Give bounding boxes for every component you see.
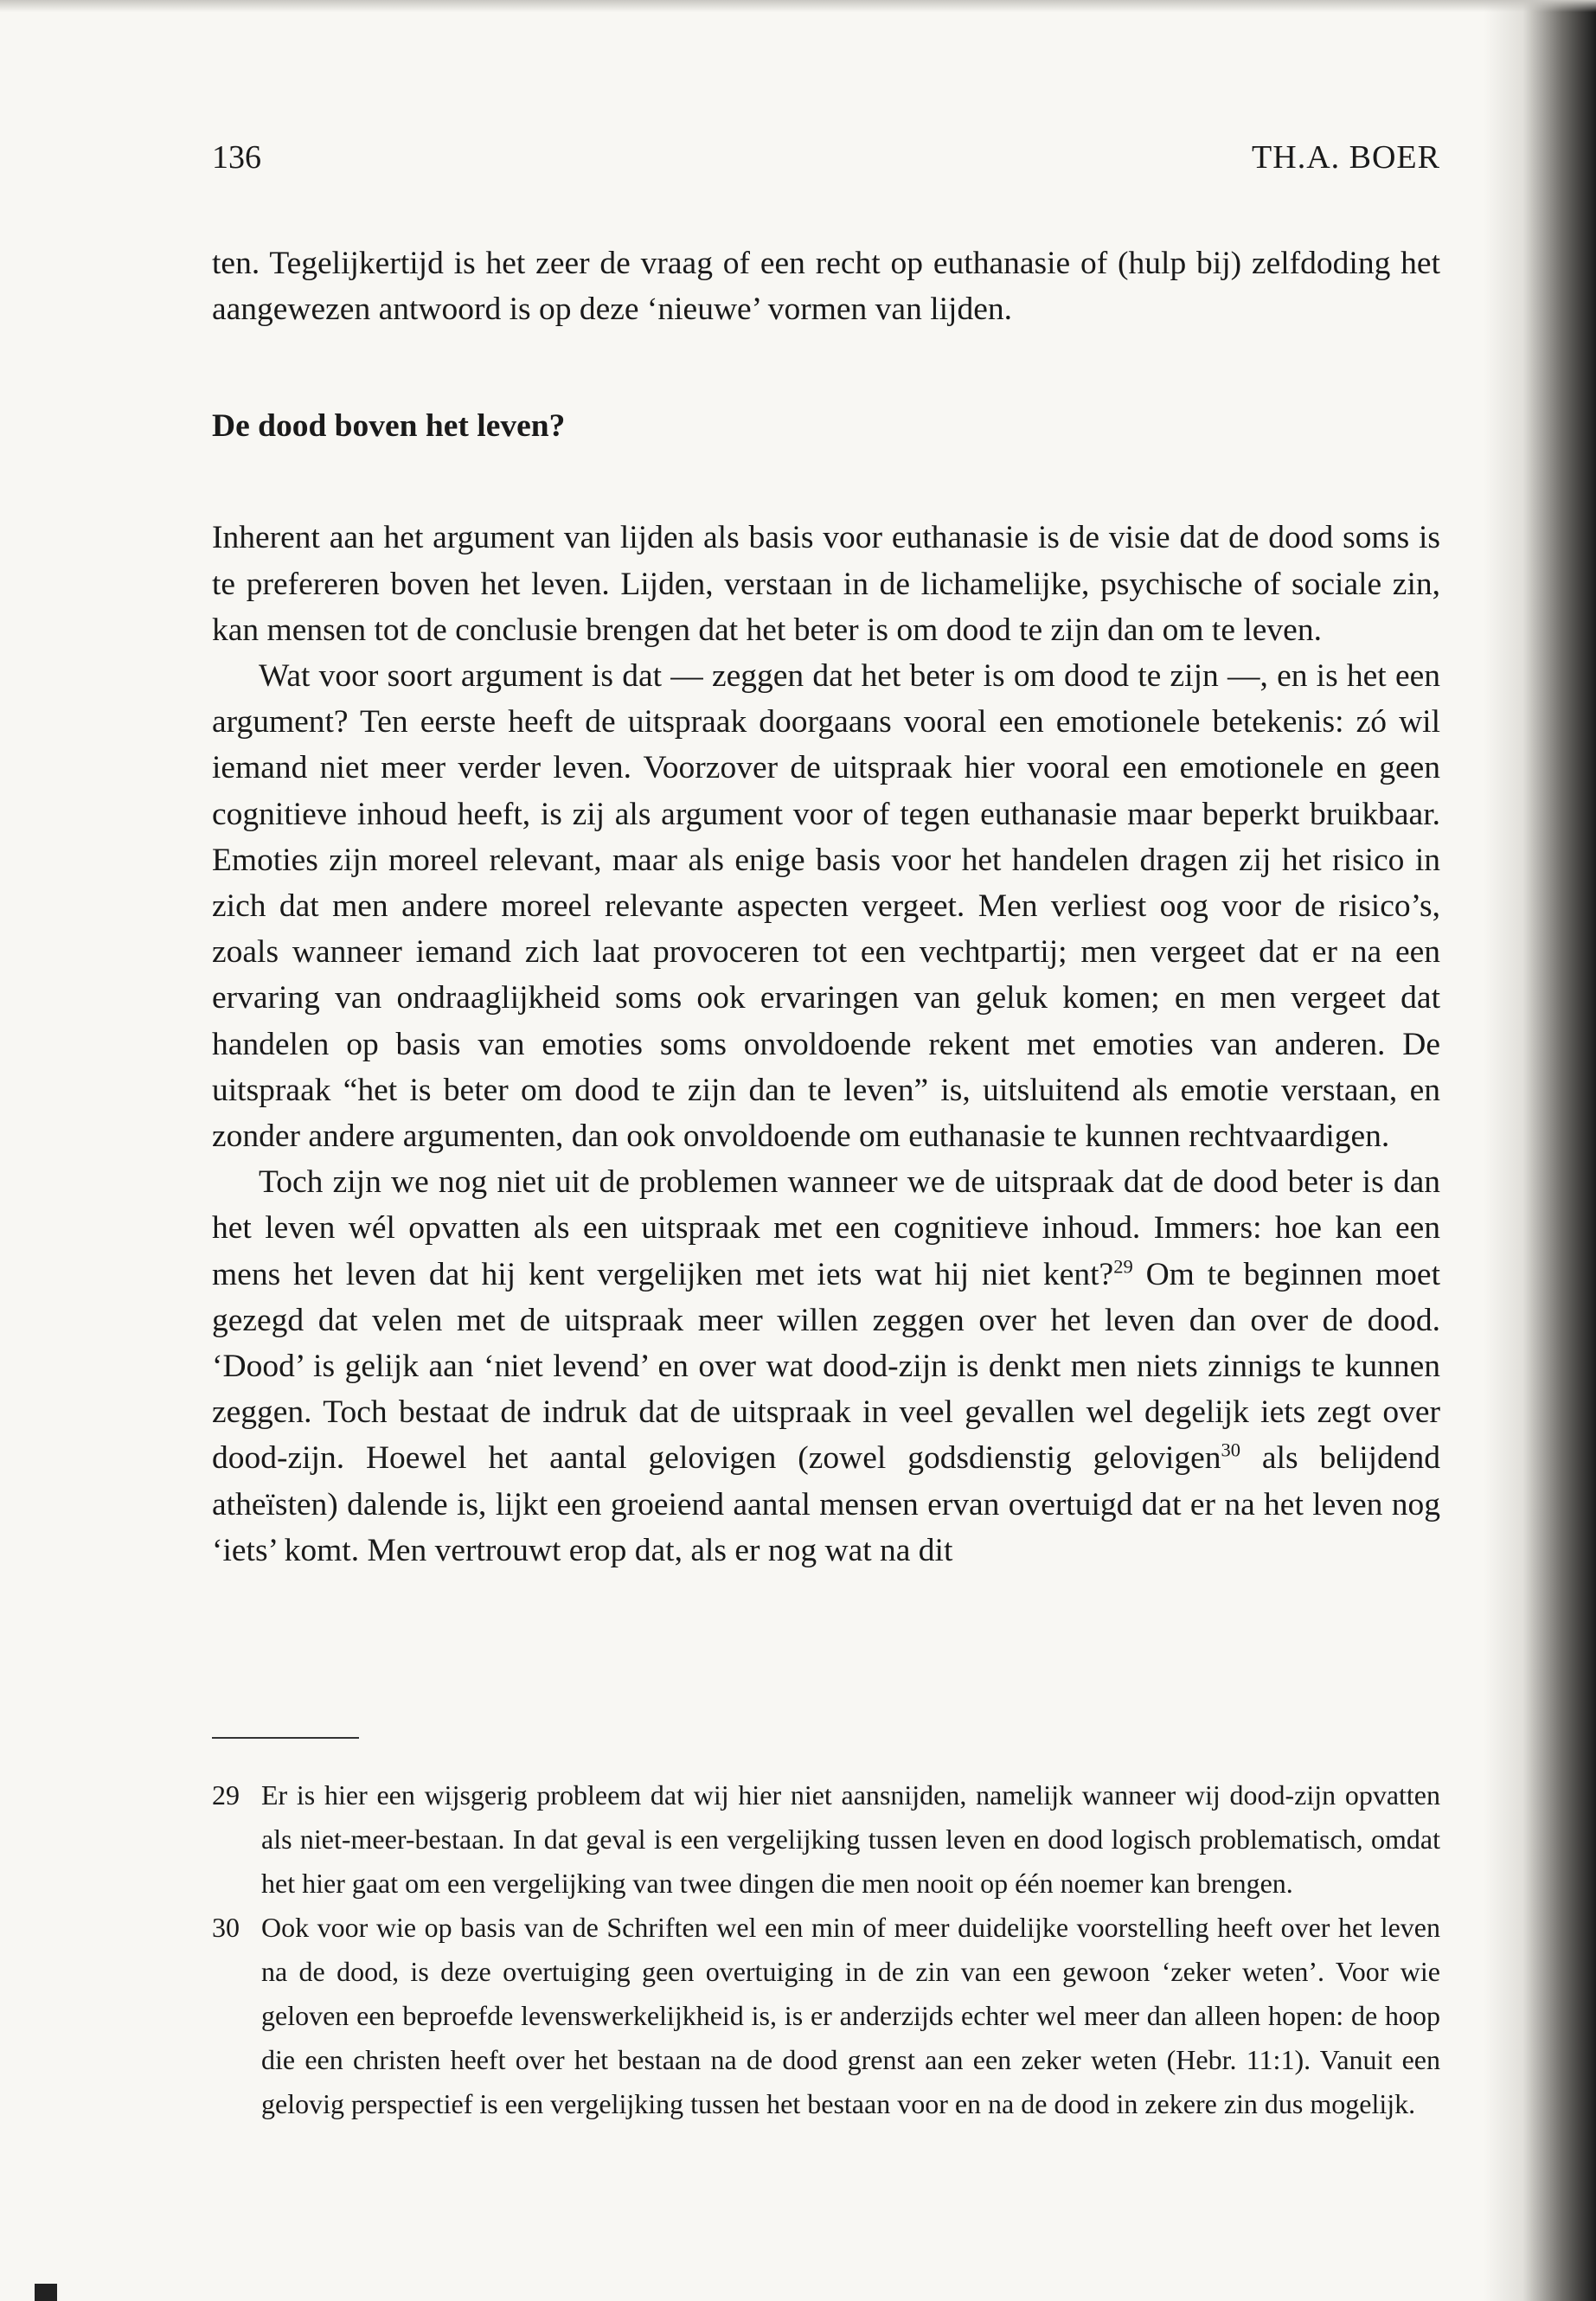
footnotes xyxy=(212,1773,1440,2126)
footnote-text: Ook voor wie op basis van de Schriften wel een min of meer duidelijke voorstelling heeft over het leven na de dood, is deze overtuiging geen overtuiging in de zin van een gewoon ‘zeker weten’. Voor wie geloven een beproefde levenswerkelijkheid is, is er anderzijds echter wel meer dan alleen hopen: de hoop die een christen heeft over het bestaan na de dood grenst aan een zeker weten (Hebr. 11:1). Vanuit een gelovig perspectief is een vergelijking tussen het bestaan voor en na de dood in zekere zin dus mogelijk. xyxy=(261,1912,1440,2119)
paragraph: Wat voor soort argument is dat — zeggen dat het beter is om dood te zijn —, en is het een argument? Ten eerste heeft de uitspraak doorgaans vooral een emotionele betekenis: zó wil iemand niet meer verder leven. Voorzover de uitspraak hier vooral een emotionele en geen cognitieve inhoud heeft, is zij als argument voor of tegen euthanasie maar beperkt bruikbaar. Emoties zijn moreel relevant, maar als enige basis voor het handelen dragen zij het risico in zich dat men andere moreel relevante aspecten vergeet. Men verliest oog voor de risico’s, zoals wanneer iemand zich laat provoceren tot een vechtpartij; men vergeet dat er na een ervaring van ondraaglijkheid soms ook ervaringen van geluk komen; en men vergeet dat handelen op basis van emoties soms onvoldoende rekent met emoties van anderen. De uitspraak “het is beter om dood te zijn dan te leven” is, uitsluitend als emotie verstaan, en zonder andere argumenten, dan ook onvoldoende om euthanasie te kunnen rechtvaardigen. xyxy=(212,658,1440,1155)
running-head: TH.A. BOER xyxy=(1252,139,1440,176)
footnote-number: 30 xyxy=(212,1912,240,1943)
page-top-edge xyxy=(0,0,1596,12)
scan-corner-mark xyxy=(35,2284,57,2301)
main-text xyxy=(212,240,1440,1574)
paragraph-text: Om te beginnen moet gezegd dat velen met de uitspraak meer willen zeggen over het leven dan over de dood. ‘Dood’ is gelijk aan ‘niet levend’ en over wat dood-zijn is denkt men niets zinnigs te kunnen zeggen. Toch bestaat de indruk dat de uitspraak in veel gevallen wel degelijk iets zegt over dood-zijn. Hoewel het aantal gelovigen (zowel godsdienstig gelovigen xyxy=(212,1256,1440,1477)
paragraph-text: als belijdend atheïsten) dalende is, lijkt een groeiend aantal mensen ervan overtuigd dat er na het leven nog ‘iets’ komt. Men vertrouwt erop dat, als er nog wat na dit xyxy=(212,1440,1440,1568)
footnote xyxy=(212,1906,1440,2126)
footnote-reference: 29 xyxy=(1113,1255,1133,1278)
binding-shadow xyxy=(1484,0,1596,2301)
footnote-separator xyxy=(212,1737,359,1739)
paragraph xyxy=(212,1159,1440,1574)
page-number: 136 xyxy=(212,139,261,176)
paragraph-continued: ten. Tegelijkertijd is het zeer de vraag of een recht op euthanasie of (hulp bij) zelfdoding het aangewezen antwoord is op deze ‘nieuwe’ vormen van lijden. xyxy=(212,246,1440,328)
paragraph: Inherent aan het argument van lijden als basis voor euthanasie is de visie dat de dood soms is te prefereren boven het leven. Lijden, verstaan in de lichamelijke, psychische of sociale zin, kan mensen tot de conclusie brengen dat het beter is om dood te zijn dan om te leven. xyxy=(212,520,1440,648)
section-heading: De dood boven het leven? xyxy=(212,408,566,445)
paragraph-text: Toch zijn we nog niet uit de problemen wanneer we de uitspraak dat de dood beter is dan het leven wél opvatten als een uitspraak met een cognitieve inhoud. Immers: hoe kan een mens het leven dat hij kent vergelijken met iets wat hij niet kent? xyxy=(212,1164,1440,1292)
footnote-reference: 30 xyxy=(1221,1439,1241,1461)
footnote-text: Er is hier een wijsgerig probleem dat wij hier niet aansnijden, namelijk wanneer wij dood-zijn opvatten als niet-meer-bestaan. In dat geval is een vergelijking tussen leven en dood logisch problematisch, omdat het hier gaat om een vergelijking van twee dingen die men nooit op één noemer kan brengen. xyxy=(261,1779,1440,1899)
footnote xyxy=(212,1773,1440,1906)
page-header xyxy=(212,138,1440,190)
footnote-number: 29 xyxy=(212,1779,240,1811)
